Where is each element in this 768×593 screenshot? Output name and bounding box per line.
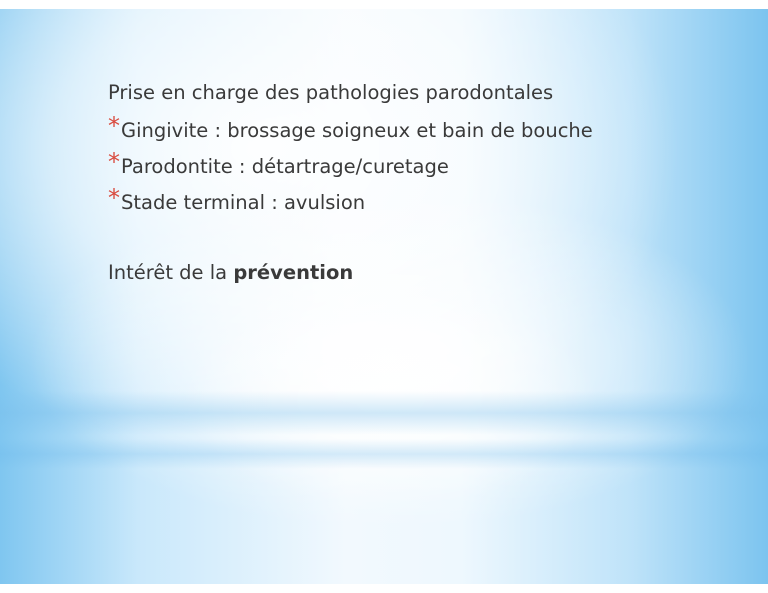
- spacer: [108, 219, 708, 255]
- asterisk-bullet-icon: *: [108, 112, 120, 140]
- slide-heading: Prise en charge des pathologies parodontales: [108, 81, 554, 104]
- background-glow: [180, 289, 600, 509]
- bullet-item-text: Stade terminal : avulsion: [121, 191, 366, 214]
- closing-line: [108, 255, 708, 291]
- background-band: [0, 391, 768, 435]
- bullet-item: [108, 183, 708, 219]
- closing-text: Intérêt de la: [108, 261, 234, 284]
- bullet-item-text: Parodontite : détartrage/curetage: [121, 155, 449, 178]
- slide: [0, 9, 768, 584]
- asterisk-bullet-icon: *: [108, 148, 120, 176]
- bullet-item: [108, 111, 708, 147]
- bullet-item-text: Gingivite : brossage soigneux et bain de bouche: [121, 119, 593, 142]
- asterisk-bullet-icon: *: [108, 184, 120, 212]
- background-band: [0, 439, 768, 469]
- bullet-item: [108, 147, 708, 183]
- closing-emphasis: prévention: [233, 261, 354, 284]
- slide-content: [108, 75, 708, 291]
